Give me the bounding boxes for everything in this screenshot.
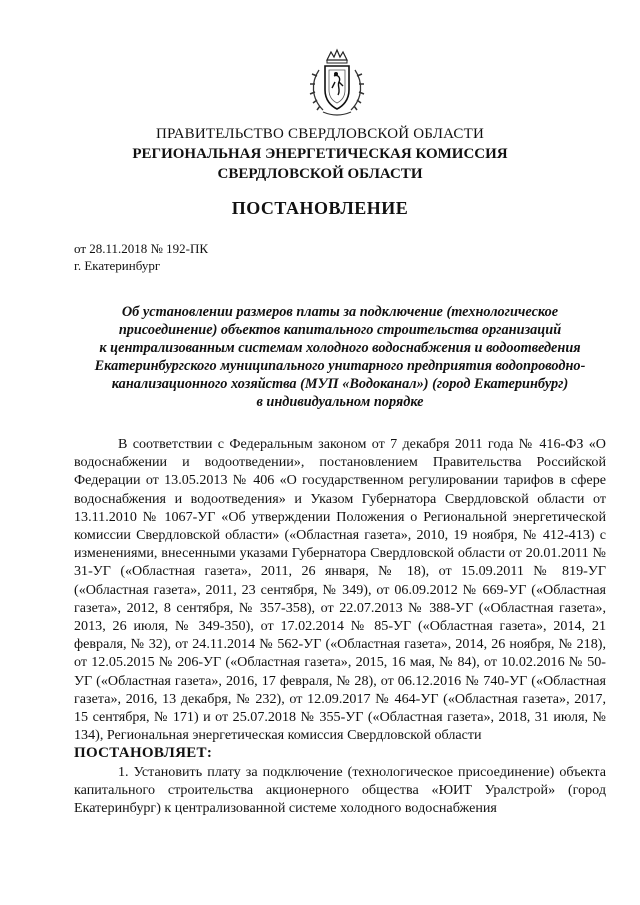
document-title: ПОСТАНОВЛЕНИЕ <box>231 198 409 218</box>
preamble-paragraph: В соответствии с Федеральным законом от 7 декабря 2011 года № 416-ФЗ «О водоснабжении и водоотведении», постановлением Правительства Российской Федерации от 13.05.2013 № 406 «О государственном регулировании тарифов в сфере водоснабжения и водоотведения» и Указом Губернатора Свердловской области от 13.11.2010 № 1067-УГ «Об утверждении Положения о Региональной энергетической комиссии Свердловской области» («Областная газета», 2010, 19 ноября, № 412-413) с изменениями, внесенными указами Губернатора Свердловской области от 20.01.2011 № 31-УГ («Областная газета», 2011, 26 января, № 18), от 15.09.2011 № 819-УГ («Областная газета», 2011, 23 сентября, № 349), от 06.09.2012 № 669-УГ («Областная газета», 2012, 8 сентября, № 357-358), от 22.07.2013 № 388-УГ («Областная газета», 2013, 26 июля, № 349-350), от 17.02.2014 № 85-УГ («Областная газета», 2014, 21 февраля, № 32), от 24.11.2014 № 562-УГ («Областная газета», 2014, 26 ноября, № 218), от 12.05.2015 № 206-УГ («Областная газета», 2015, 16 мая, № 84), от 10.02.2016 № 50-УГ («Областная газета», 2016, 17 февраля, № 28), от 06.12.2016 № 740-УГ («Областная газета», 2016, 13 декабря, № 232), от 12.09.2017 № 464-УГ («Областная газета», 2017, 15 сентября, № 171) и от 25.07.2018 № 355-УГ («Областная газета», 2018, 31 июля, № 134), Региональная энергетическая комиссия Свердловской области <box>74 436 606 744</box>
coat-of-arms-emblem <box>305 48 369 120</box>
subject-line: присоединение) объектов капитального строительства организаций <box>118 322 562 338</box>
subject-line: в индивидуальном порядке <box>256 394 424 410</box>
document-body <box>74 435 606 817</box>
subject-line: Екатеринбургского муниципального унитарного предприятия водопроводно- <box>94 358 586 374</box>
decree-word: ПОСТАНОВЛЯЕТ: <box>74 745 213 762</box>
government-name: ПРАВИТЕЛЬСТВО СВЕРДЛОВСКОЙ ОБЛАСТИ <box>155 126 485 142</box>
commission-name-line1: РЕГИОНАЛЬНАЯ ЭНЕРГЕТИЧЕСКАЯ КОМИССИЯ <box>132 146 508 162</box>
clause-1-paragraph: 1. Установить плату за подключение (технологическое присоединение) объекта капитального строительства акционерного общества «ЮИТ Уралстрой» (город Екатеринбург) к централизованной системе холодного водоснабжения <box>74 763 606 817</box>
document-date-number: от 28.11.2018 № 192-ПК <box>74 241 209 256</box>
document-city: г. Екатеринбург <box>74 258 161 273</box>
subject-line: Об установлении размеров платы за подключение (технологическое <box>121 304 559 320</box>
document-info <box>74 240 208 274</box>
commission-name-line2: СВЕРДЛОВСКОЙ ОБЛАСТИ <box>217 166 423 182</box>
subject-line: к централизованным системам холодного водоснабжения и водоотведения <box>99 340 581 356</box>
coat-of-arms-icon <box>305 48 369 120</box>
document-subject <box>74 303 606 411</box>
issuer-header <box>0 124 640 184</box>
subject-line: канализационного хозяйства (МУП «Водоканал») (город Екатеринбург) <box>111 376 569 392</box>
